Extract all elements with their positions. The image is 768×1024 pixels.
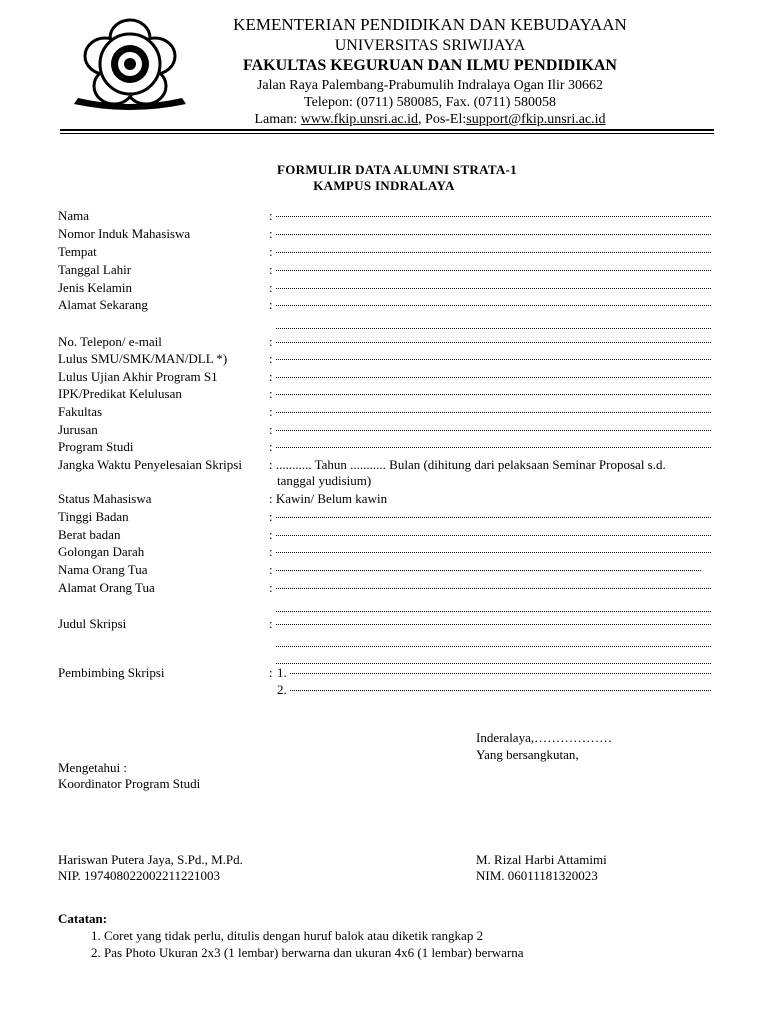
fill-line-continued[interactable] bbox=[276, 310, 711, 329]
field-jenis-kelamin: Jenis Kelamin : bbox=[58, 279, 718, 297]
field-label: Alamat Orang Tua bbox=[58, 580, 155, 595]
email-prefix: , Pos-El: bbox=[418, 112, 467, 127]
fill-line[interactable] bbox=[276, 359, 711, 360]
applicant-label: Yang bersangkutan, bbox=[476, 747, 579, 762]
fill-line[interactable] bbox=[276, 412, 711, 413]
note-item: 2. Pas Photo Ukuran 2x3 (1 lembar) berwarna dan ukuran 4x6 (1 lembar) berwarna bbox=[104, 944, 523, 961]
field-nama-ortu: Nama Orang Tua : bbox=[58, 561, 718, 579]
applicant-nim: NIM. 06011181320023 bbox=[476, 868, 598, 883]
field-judul: Judul Skripsi : bbox=[58, 615, 718, 633]
field-nim: Nomor Induk Mahasiswa : bbox=[58, 225, 718, 243]
applicant-name: M. Rizal Harbi Attamimi bbox=[476, 852, 607, 867]
pembimbing-1-number: 1. bbox=[277, 665, 287, 680]
status-options[interactable]: : Kawin/ Belum kawin bbox=[269, 491, 388, 506]
field-label: Tanggal Lahir bbox=[58, 262, 132, 277]
note-item: 1. Coret yang tidak perlu, ditulis dengan huruf balok atau diketik rangkap 2 bbox=[104, 927, 523, 944]
fill-line[interactable] bbox=[276, 447, 711, 448]
pembimbing-2-line[interactable] bbox=[290, 690, 711, 691]
fill-line[interactable] bbox=[276, 624, 711, 625]
university-logo bbox=[60, 16, 200, 116]
field-tanggal-lahir: Tanggal Lahir : bbox=[58, 261, 718, 279]
field-tempat: Tempat : bbox=[58, 243, 718, 261]
pembimbing-1-line[interactable] bbox=[290, 673, 711, 674]
field-label: Fakultas bbox=[58, 404, 103, 419]
field-alamat-ortu: Alamat Orang Tua : bbox=[58, 579, 718, 597]
fill-line[interactable] bbox=[276, 535, 711, 536]
notes-heading: Catatan: bbox=[58, 911, 108, 926]
fill-line[interactable] bbox=[276, 234, 711, 235]
fill-line-continued[interactable] bbox=[276, 593, 711, 612]
address: Jalan Raya Palembang-Prabumulih Indralaya Ogan Ilir 30662 bbox=[256, 78, 603, 93]
field-label: No. Telepon/ e-mail bbox=[58, 334, 162, 349]
field-golongan: Golongan Darah : bbox=[58, 543, 718, 561]
field-label: Tinggi Badan bbox=[58, 509, 129, 524]
field-label: Judul Skripsi bbox=[58, 616, 127, 631]
website-link[interactable]: www.fkip.unsri.ac.id bbox=[300, 112, 419, 127]
field-label: IPK/Predikat Kelulusan bbox=[58, 386, 182, 401]
field-label: Nama bbox=[58, 208, 90, 223]
email-link[interactable]: support@fkip.unsri.ac.id bbox=[466, 112, 606, 127]
notes-list bbox=[58, 927, 523, 961]
field-tinggi: Tinggi Badan : bbox=[58, 508, 718, 526]
fill-line[interactable] bbox=[276, 552, 711, 553]
fill-line[interactable] bbox=[276, 270, 711, 271]
ministry-name: KEMENTERIAN PENDIDIKAN DAN KEBUDAYAAN bbox=[233, 15, 627, 34]
field-jurusan: Jurusan : bbox=[58, 421, 718, 439]
field-pembimbing: Pembimbing Skripsi : bbox=[58, 665, 273, 680]
university-name: UNIVERSITAS SRIWIJAYA bbox=[334, 37, 526, 54]
pembimbing-2-number: 2. bbox=[277, 682, 287, 697]
field-label: Alamat Sekarang bbox=[58, 297, 148, 312]
faculty-name: FAKULTAS KEGURUAN DAN ILMU PENDIDIKAN bbox=[243, 57, 617, 74]
fill-line-continued[interactable] bbox=[276, 645, 711, 664]
university-emblem-icon bbox=[60, 16, 200, 116]
fill-line[interactable] bbox=[276, 394, 711, 395]
field-fakultas: Fakultas : bbox=[58, 403, 718, 421]
fill-line[interactable] bbox=[276, 342, 711, 343]
field-label: Lulus Ujian Akhir Program S1 bbox=[58, 369, 218, 384]
field-label: Golongan Darah bbox=[58, 544, 145, 559]
coordinator-nip: NIP. 197408022002211221003 bbox=[58, 868, 221, 883]
field-label: Lulus SMU/SMK/MAN/DLL *) bbox=[58, 351, 228, 366]
fill-line[interactable] bbox=[276, 430, 711, 431]
field-label: Tempat bbox=[58, 244, 97, 259]
fill-line[interactable] bbox=[276, 588, 711, 589]
field-label: Program Studi bbox=[58, 439, 134, 454]
field-nama: Nama : bbox=[58, 207, 718, 225]
field-lulus-ujian: Lulus Ujian Akhir Program S1 : bbox=[58, 368, 718, 386]
fill-line[interactable] bbox=[276, 305, 711, 306]
field-label: Pembimbing Skripsi bbox=[58, 665, 165, 680]
field-status bbox=[58, 490, 718, 508]
jangka-waktu-text-continued: tanggal yudisium) bbox=[277, 473, 372, 488]
fill-line[interactable] bbox=[276, 288, 711, 289]
web-prefix: Laman: bbox=[254, 112, 301, 127]
header-divider-thick bbox=[60, 129, 714, 131]
field-label: Status Mahasiswa bbox=[58, 491, 152, 506]
field-label: Nomor Induk Mahasiswa bbox=[58, 226, 191, 241]
fill-line[interactable] bbox=[276, 252, 711, 253]
coordinator-title: Koordinator Program Studi bbox=[58, 776, 201, 791]
fill-line[interactable] bbox=[276, 216, 711, 217]
jangka-waktu-text: : ........... Tahun ........... Bulan (dihitung dari pelaksaan Seminar Proposal s.d. bbox=[269, 457, 666, 472]
notes-section bbox=[58, 911, 523, 961]
field-label: Jangka Waktu Penyelesaian Skripsi bbox=[58, 457, 242, 472]
field-label: Berat badan bbox=[58, 527, 121, 542]
field-ipk: IPK/Predikat Kelulusan : bbox=[58, 385, 718, 403]
field-label: Nama Orang Tua bbox=[58, 562, 148, 577]
contact-line bbox=[200, 111, 660, 129]
field-telepon: No. Telepon/ e-mail : bbox=[58, 333, 718, 351]
field-lulus-smu: Lulus SMU/SMK/MAN/DLL *) : bbox=[58, 350, 718, 368]
fill-line[interactable] bbox=[276, 517, 711, 518]
acknowledge-label: Mengetahui : bbox=[58, 760, 127, 775]
place-date: Inderalaya,……………… bbox=[476, 730, 613, 745]
fill-line[interactable] bbox=[276, 570, 701, 571]
form-title: FORMULIR DATA ALUMNI STRATA-1 bbox=[277, 162, 517, 177]
field-label: Jurusan bbox=[58, 422, 98, 437]
field-alamat: Alamat Sekarang : bbox=[58, 296, 718, 314]
header-divider-thin bbox=[60, 133, 714, 134]
field-label: Jenis Kelamin bbox=[58, 280, 133, 295]
field-prodi: Program Studi : bbox=[58, 438, 718, 456]
form-subtitle: KAMPUS INDRALAYA bbox=[313, 178, 455, 193]
fill-line[interactable] bbox=[276, 377, 711, 378]
field-berat: Berat badan : bbox=[58, 526, 718, 544]
coordinator-name: Hariswan Putera Jaya, S.Pd., M.Pd. bbox=[58, 852, 243, 867]
phone-fax: Telepon: (0711) 580085, Fax. (0711) 580058 bbox=[304, 95, 556, 110]
